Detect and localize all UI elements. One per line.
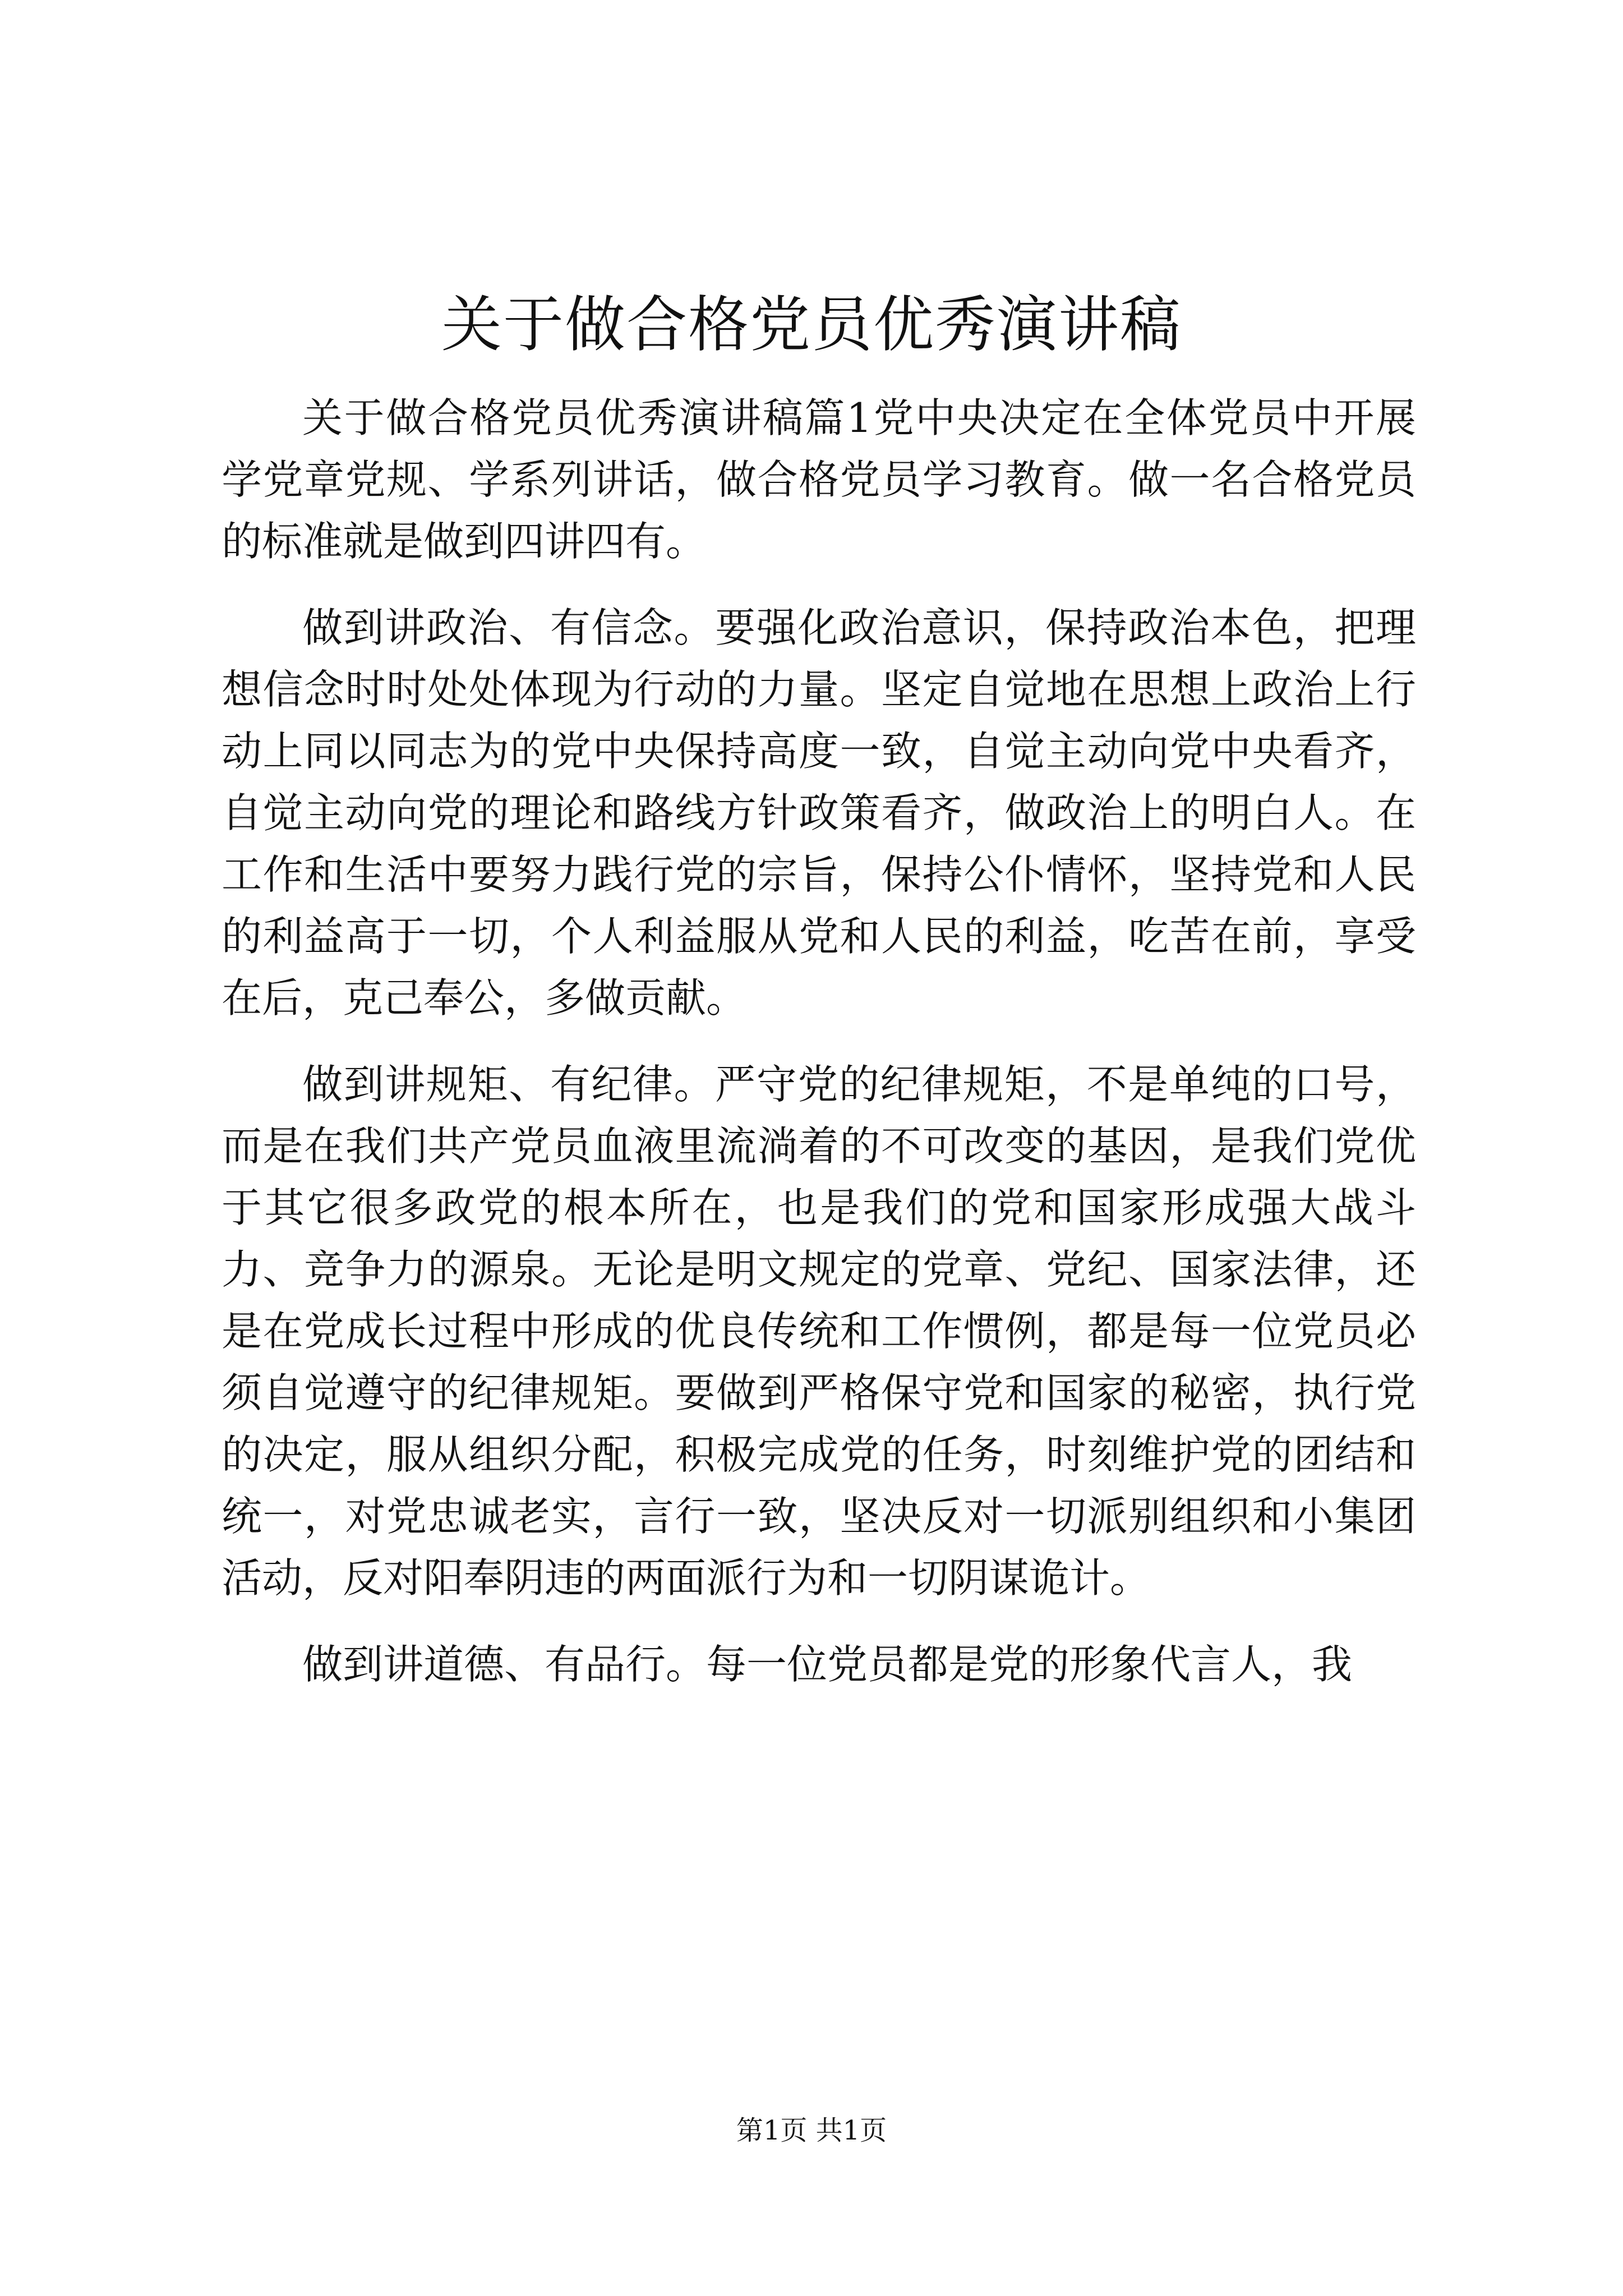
paragraph-4: 做到讲道德、有品行。每一位党员都是党的形象代言人，我 (302, 1641, 1353, 1688)
page-footer: 第1页 共1页 (736, 2115, 887, 2146)
paragraph-3: 做到讲规矩、有纪律。严守党的纪律规矩，不是单纯的口号，而是在我们共产党员血液里流淌着的不可改变的基因，是我们党优于其它很多政党的根本所在，也是我们的党和国家形成强大战斗力、竞争力的源泉。无论是明文规定的党章、党纪、国家法律，还是在党成长过程中形成的优良传统和工作惯例，都是每一位党员必须自觉遵守的纪律规矩。要做到严格保守党和国家的秘密，执行党的决定，服从组织分配，积极完成党的任务，时刻维护党的团结和统一，对党忠诚老实，言行一致，坚决反对一切派别组织和小集团活动，反对阳奉阴违的两面派行为和一切阴谋诡计。 (222, 1061, 1416, 1602)
paragraph-1: 关于做合格党员优秀演讲稿篇1党中央决定在全体党员中开展学党章党规、学系列讲话，做合格党员学习教育。做一名合格党员的标准就是做到四讲四有。 (222, 394, 1416, 565)
paragraph-2: 做到讲政治、有信念。要强化政治意识，保持政治本色，把理想信念时时处处体现为行动的力量。坚定自觉地在思想上政治上行动上同以同志为的党中央保持高度一致，自觉主动向党中央看齐，自觉主动向党的理论和路线方针政策看齐，做政治上的明白人。在工作和生活中要努力践行党的宗旨，保持公仆情怀，坚持党和人民的利益高于一切，个人利益服从党和人民的利益，吃苦在前，享受在后，克己奉公，多做贡献。 (222, 604, 1416, 1022)
document-title: 关于做合格党员优秀演讲稿 (441, 290, 1182, 360)
document-body (222, 387, 1416, 1720)
